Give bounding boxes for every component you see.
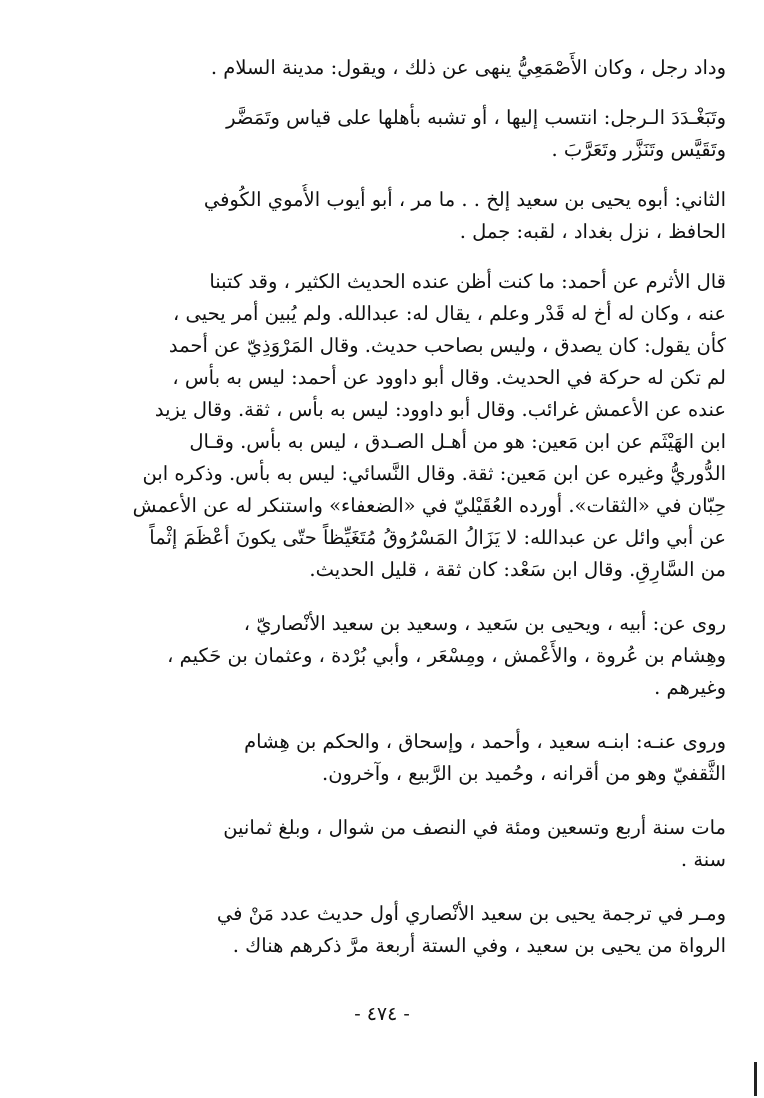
- text-line: من السَّارِقِ. وقال ابن سَعْد: كان ثقة ، قليل الحديث.: [309, 558, 726, 581]
- text-line: لم تكن له حركة في الحديث. وقال أبو داوود عن أحمد: ليس به بأس ،: [172, 366, 726, 389]
- text-line: روى عن: أبيه ، ويحيى بن سَعيد ، وسعيد بن سعيد الأنْصاريّ ،: [243, 612, 726, 635]
- text-line: قال الأثرم عن أحمد: ما كنت أظن عنده الحديث الكثير ، وقد كتبنا: [209, 270, 726, 293]
- text-line: وغيرهم .: [654, 676, 726, 699]
- paragraph-gap: [44, 704, 726, 726]
- page-body: [44, 52, 726, 962]
- paragraph-death: [44, 812, 726, 876]
- paragraph-baghdad-intro: [44, 52, 726, 84]
- paragraph-gap: [44, 248, 726, 266]
- paragraph-gap: [44, 84, 726, 102]
- paragraph-gap: [44, 586, 726, 608]
- text-line: عنده عن الأعمش غرائب. وقال أبو داوود: ليس به بأس ، ثقة. وقال يزيد: [154, 398, 726, 421]
- text-line: حِبّان في «الثقات». أورده العُقَيْليّ في «الضعفاء» واستنكر له عن الأعمش: [132, 494, 726, 517]
- page-number: - ٤٧٤ -: [354, 1003, 410, 1025]
- text-line: وتَبَغْـدَدَ الـرجل: انتسب إليها ، أو تشبه بأهلها على قياس وتَمَضَّر: [226, 106, 726, 129]
- text-line: الحافظ ، نزل بغداد ، لقبه: جمل .: [459, 220, 726, 243]
- paragraph-cross-reference: [44, 898, 726, 962]
- text-line: وتَقَيَّس وتَنَزَّر وتَعَرَّبَ .: [551, 138, 726, 161]
- text-line: مات سنة أربع وتسعين ومئة في النصف من شوال ، وبلغ ثمانين: [223, 816, 726, 839]
- text-line: عن أبي وائل عن عبدالله: لا يَزَالُ المَسْرُوقُ مُتَغَيِّظاً حتّى يكونَ أعْظَمَ إثْماً: [149, 526, 726, 549]
- paragraph-narrated-from: [44, 608, 726, 704]
- text-line: الثَّقفيّ وهو من أقرانه ، وحُميد بن الرَّبيع ، وآخرون.: [322, 762, 726, 785]
- paragraph-gap: [44, 876, 726, 898]
- text-line: سنة .: [680, 848, 726, 871]
- paragraph-second-narrator: [44, 184, 726, 248]
- paragraph-assessments: [44, 266, 726, 586]
- paragraph-narrated-by: [44, 726, 726, 790]
- paragraph-tabaghdad: [44, 102, 726, 166]
- text-line: وروى عنـه: ابنـه سعيد ، وأحمد ، وإسحاق ، والحكم بن هِشام: [244, 730, 726, 753]
- scan-edge-mark: [754, 1062, 757, 1096]
- text-line: الدُّوريُّ وغيره عن ابن مَعين: ثقة. وقال النَّسائي: ليس به بأس. وذكره ابن: [142, 462, 726, 485]
- text-line: الرواة من يحيى بن سعيد ، وفي الستة أربعة مرَّ ذكرهم هناك .: [232, 934, 726, 957]
- text-line: الثاني: أبوه يحيى بن سعيد إلخ . . ما مر ، أبو أيوب الأُموي الكُوفي: [203, 188, 726, 211]
- text-line: وداد رجل ، وكان الأَصْمَعِيُّ ينهى عن ذلك ، ويقول: مدينة السلام .: [210, 56, 726, 79]
- paragraph-gap: [44, 166, 726, 184]
- text-line: وهِشام بن عُروة ، والأَعْمش ، ومِسْعَر ، وأبي بُرْدة ، وعثمان بن حَكيم ،: [167, 644, 726, 667]
- text-line: كأن يقول: كان يصدق ، وليس بصاحب حديث. وقال المَرْوَذِيّ عن أحمد: [168, 334, 726, 357]
- text-line: ابن الهَيْثَم عن ابن مَعين: هو من أهـل الصـدق ، ليس به بأس. وقـال: [189, 430, 726, 453]
- paragraph-gap: [44, 790, 726, 812]
- text-line: عنه ، وكان له أخ له قَدْر وعلم ، يقال له: عبدالله. ولم يُبين أمر يحيى ،: [173, 302, 726, 325]
- text-line: ومـر في ترجمة يحيى بن سعيد الأنْصاري أول حديث عدد مَنْ في: [216, 902, 726, 925]
